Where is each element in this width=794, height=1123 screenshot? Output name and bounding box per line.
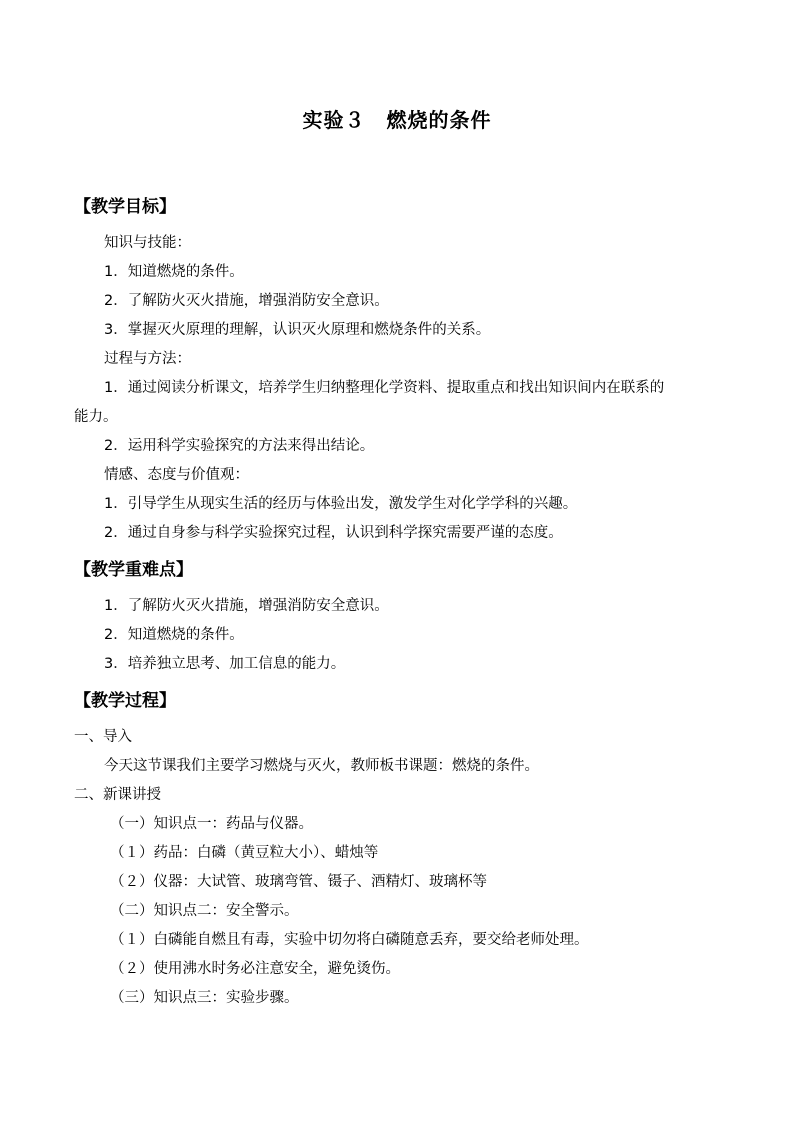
list-item: （１）白磷能自燃且有毒，实验中切勿将白磷随意丢弃，要交给老师处理。 xyxy=(110,932,589,948)
process-intro-text: 今天这节课我们主要学习燃烧与灭火，教师板书课题：燃烧的条件。 xyxy=(104,758,539,774)
list-item: （２）仪器：大试管、玻璃弯管、镊子、酒精灯、玻璃杯等 xyxy=(110,874,487,890)
process-intro-label: 一、导入 xyxy=(74,729,132,745)
section-heading-goals: 【教学目标】 xyxy=(74,197,176,217)
list-item: 1．引导学生从现实生活的经历与体验出发，激发学生对化学学科的兴趣。 xyxy=(104,496,578,512)
list-item: （２）使用沸水时务必注意安全，避免烫伤。 xyxy=(110,961,400,977)
list-item: 2．知道燃烧的条件。 xyxy=(104,627,244,643)
list-item: 2．了解防火灭火措施，增强消防安全意识。 xyxy=(104,293,389,309)
list-item: 3．掌握灭火原理的理解，认识灭火原理和燃烧条件的关系。 xyxy=(104,322,491,338)
list-item: 3．培养独立思考、加工信息的能力。 xyxy=(104,656,346,672)
page-title: 实验３ 燃烧的条件 xyxy=(302,108,492,132)
section-heading-process: 【教学过程】 xyxy=(74,691,176,711)
list-item: 2．运用科学实验探究的方法来得出结论。 xyxy=(104,438,375,454)
list-item: 1．知道燃烧的条件。 xyxy=(104,264,244,280)
list-item-continuation: 能力。 xyxy=(74,409,118,425)
list-item: （１）药品：白磷（黄豆粒大小）、蜡烛等 xyxy=(110,845,379,861)
list-item: （三）知识点三：实验步骤。 xyxy=(110,990,299,1006)
list-item: （一）知识点一：药品与仪器。 xyxy=(110,816,313,832)
list-item: （二）知识点二：安全警示。 xyxy=(110,903,299,919)
subsection-label-knowledge: 知识与技能： xyxy=(104,235,191,251)
list-item: 1．通过阅读分析课文，培养学生归纳整理化学资料、提取重点和找出知识间内在联系的 xyxy=(104,380,665,396)
subsection-label-emotion: 情感、态度与价值观： xyxy=(104,467,249,483)
section-heading-key-points: 【教学重难点】 xyxy=(74,560,193,580)
process-new-label: 二、新课讲授 xyxy=(74,787,161,803)
list-item: 1．了解防火灭火措施，增强消防安全意识。 xyxy=(104,598,389,614)
subsection-label-process: 过程与方法： xyxy=(104,351,191,367)
list-item: 2．通过自身参与科学实验探究过程，认识到科学探究需要严谨的态度。 xyxy=(104,525,563,541)
